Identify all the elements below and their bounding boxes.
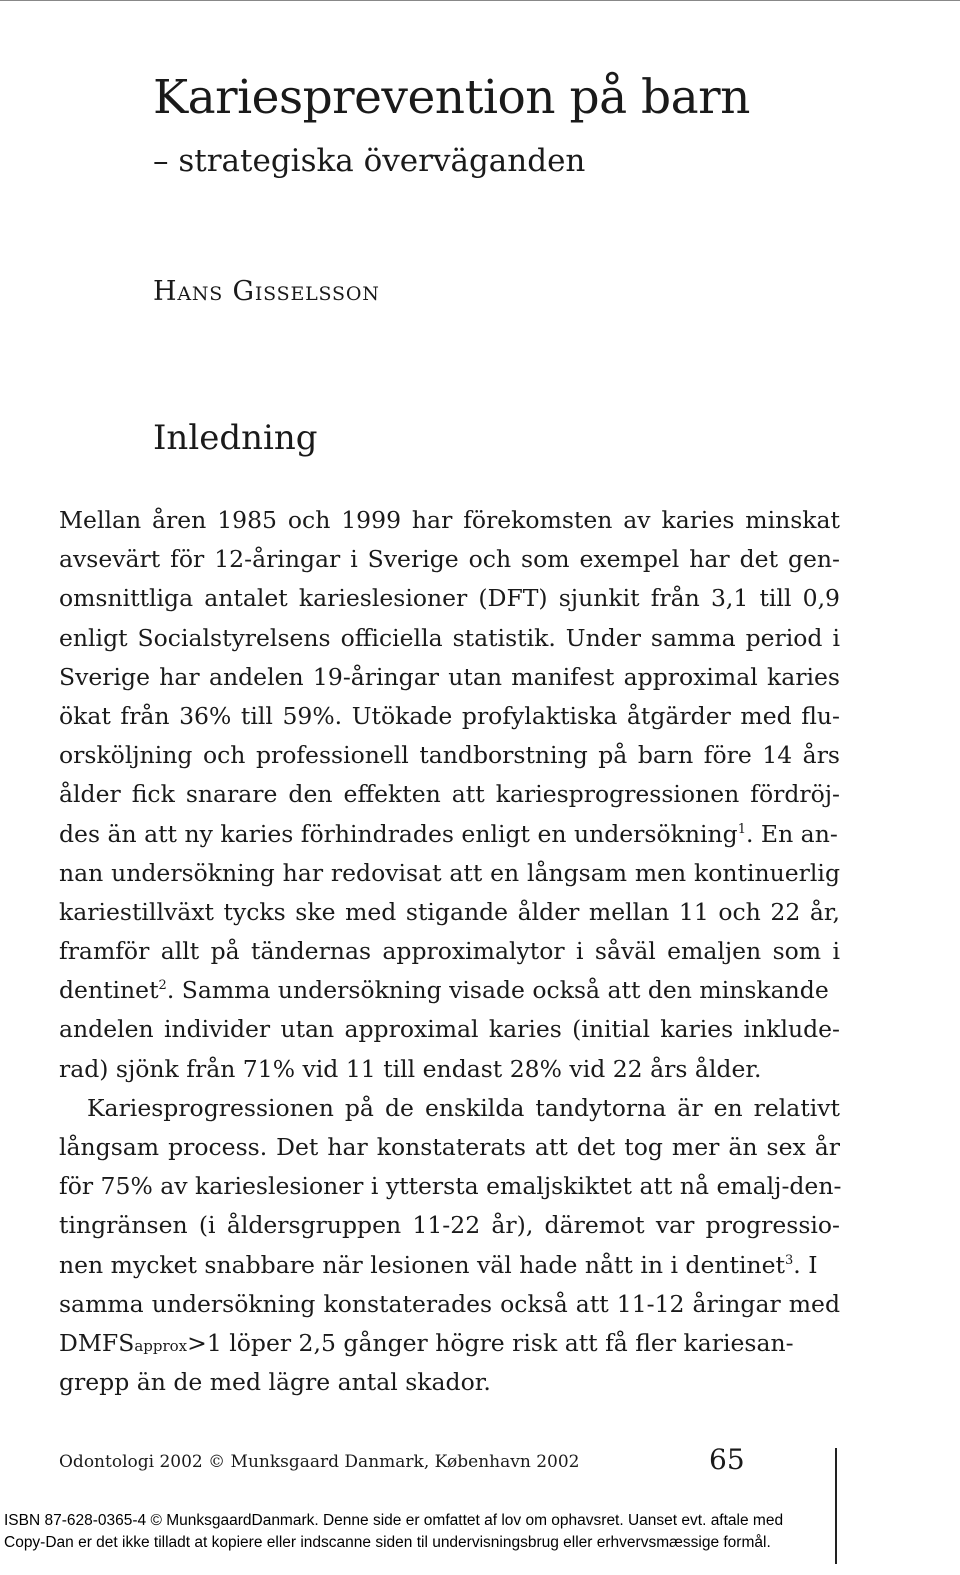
journal-citation: Odontologi 2002 © Munksgaard Danmark, København 2002 bbox=[59, 1452, 580, 1472]
text-line bbox=[59, 971, 840, 1010]
text-line: ökat från 36% till 59%. Utökade profylaktiska åtgärder med flu- bbox=[59, 701, 840, 730]
text-fragment: dentinet bbox=[59, 976, 159, 1005]
article-title: Kariesprevention på barn bbox=[153, 70, 750, 125]
text-fragment: DMFS bbox=[59, 1328, 135, 1357]
footnote-ref: 1 bbox=[737, 821, 746, 837]
text-line: kariestillväxt tycks ske med stigande ålder mellan 11 och 22 år, bbox=[59, 897, 840, 926]
text-line: omsnittliga antalet karieslesioner (DFT) sjunkit från 3,1 till 0,9 bbox=[59, 584, 840, 613]
text-line: avsevärt för 12-åringar i Sverige och som exempel har det gen- bbox=[59, 545, 840, 574]
text-line: för 75% av karieslesioner i yttersta emaljskiktet att nå emalj-den- bbox=[59, 1172, 842, 1201]
text-fragment: . En an- bbox=[745, 819, 838, 848]
text-line: ålder fick snarare den effekten att kariesprogressionen fördröj- bbox=[59, 780, 840, 809]
text-line bbox=[59, 815, 840, 854]
vertical-rule bbox=[835, 1448, 837, 1564]
text-fragment: nen mycket snabbare när lesionen väl hade nått in i dentinet bbox=[59, 1250, 785, 1279]
text-line: Kariesprogressionen på de enskilda tandytorna är en relativt bbox=[87, 1093, 840, 1122]
footnote-ref: 2 bbox=[158, 978, 167, 994]
text-line: enligt Socialstyrelsens officiella statistik. Under samma period i bbox=[59, 623, 840, 652]
section-heading: Inledning bbox=[153, 418, 318, 458]
text-line: andelen individer utan approximal karies (initial karies inklude- bbox=[59, 1015, 840, 1044]
body-text bbox=[59, 501, 840, 1402]
text-fragment: . I bbox=[793, 1250, 818, 1279]
footnote-ref: 3 bbox=[784, 1252, 794, 1268]
text-line bbox=[59, 1246, 840, 1285]
top-border-line bbox=[0, 0, 960, 1]
article-author: Hans Gisselsson bbox=[153, 276, 380, 307]
text-fragment: >1 löper 2,5 gånger högre risk att få fler kariesan- bbox=[187, 1328, 794, 1357]
text-line: rad) sjönk från 71% vid 11 till endast 28% vid 22 års ålder. bbox=[59, 1054, 762, 1083]
text-line: Mellan åren 1985 och 1999 har förekomsten av karies minskat bbox=[59, 506, 840, 534]
article-subtitle: – strategiska överväganden bbox=[153, 143, 586, 179]
text-line: orsköljning och professionell tandborstning på barn före 14 års bbox=[59, 741, 840, 770]
text-line: Sverige har andelen 19-åringar utan manifest approximal karies bbox=[59, 662, 840, 691]
text-line bbox=[59, 1324, 840, 1363]
copyright-notice-line-2: Copy-Dan er det ikke tilladt at kopiere eller indscanne siden til undervisningsbrug eller erhvervsmæssige formål. bbox=[4, 1534, 771, 1551]
text-line: framför allt på tändernas approximalytor i såväl emaljen som i bbox=[59, 937, 840, 966]
copyright-notice-line-1: ISBN 87-628-0365-4 © MunksgaardDanmark. Denne side er omfattet af lov om ophavsret. Uanset evt. aftale med bbox=[4, 1512, 784, 1529]
text-line: grepp än de med lägre antal skador. bbox=[59, 1368, 491, 1397]
text-fragment: des än att ny karies förhindrades enligt en undersökning bbox=[59, 819, 738, 848]
page-number: 65 bbox=[709, 1443, 745, 1476]
text-line: nan undersökning har redovisat att en långsam men kontinuerlig bbox=[59, 858, 840, 887]
text-line: tingränsen (i åldersgruppen 11-22 år), däremot var progressio- bbox=[59, 1211, 840, 1240]
subscript-approx: approx bbox=[134, 1336, 188, 1355]
text-line: långsam process. Det har konstaterats att det tog mer än sex år bbox=[59, 1133, 840, 1161]
text-line: samma undersökning konstaterades också att 11-12 åringar med bbox=[59, 1289, 840, 1318]
text-fragment: . Samma undersökning visade också att den minskande bbox=[166, 976, 829, 1005]
